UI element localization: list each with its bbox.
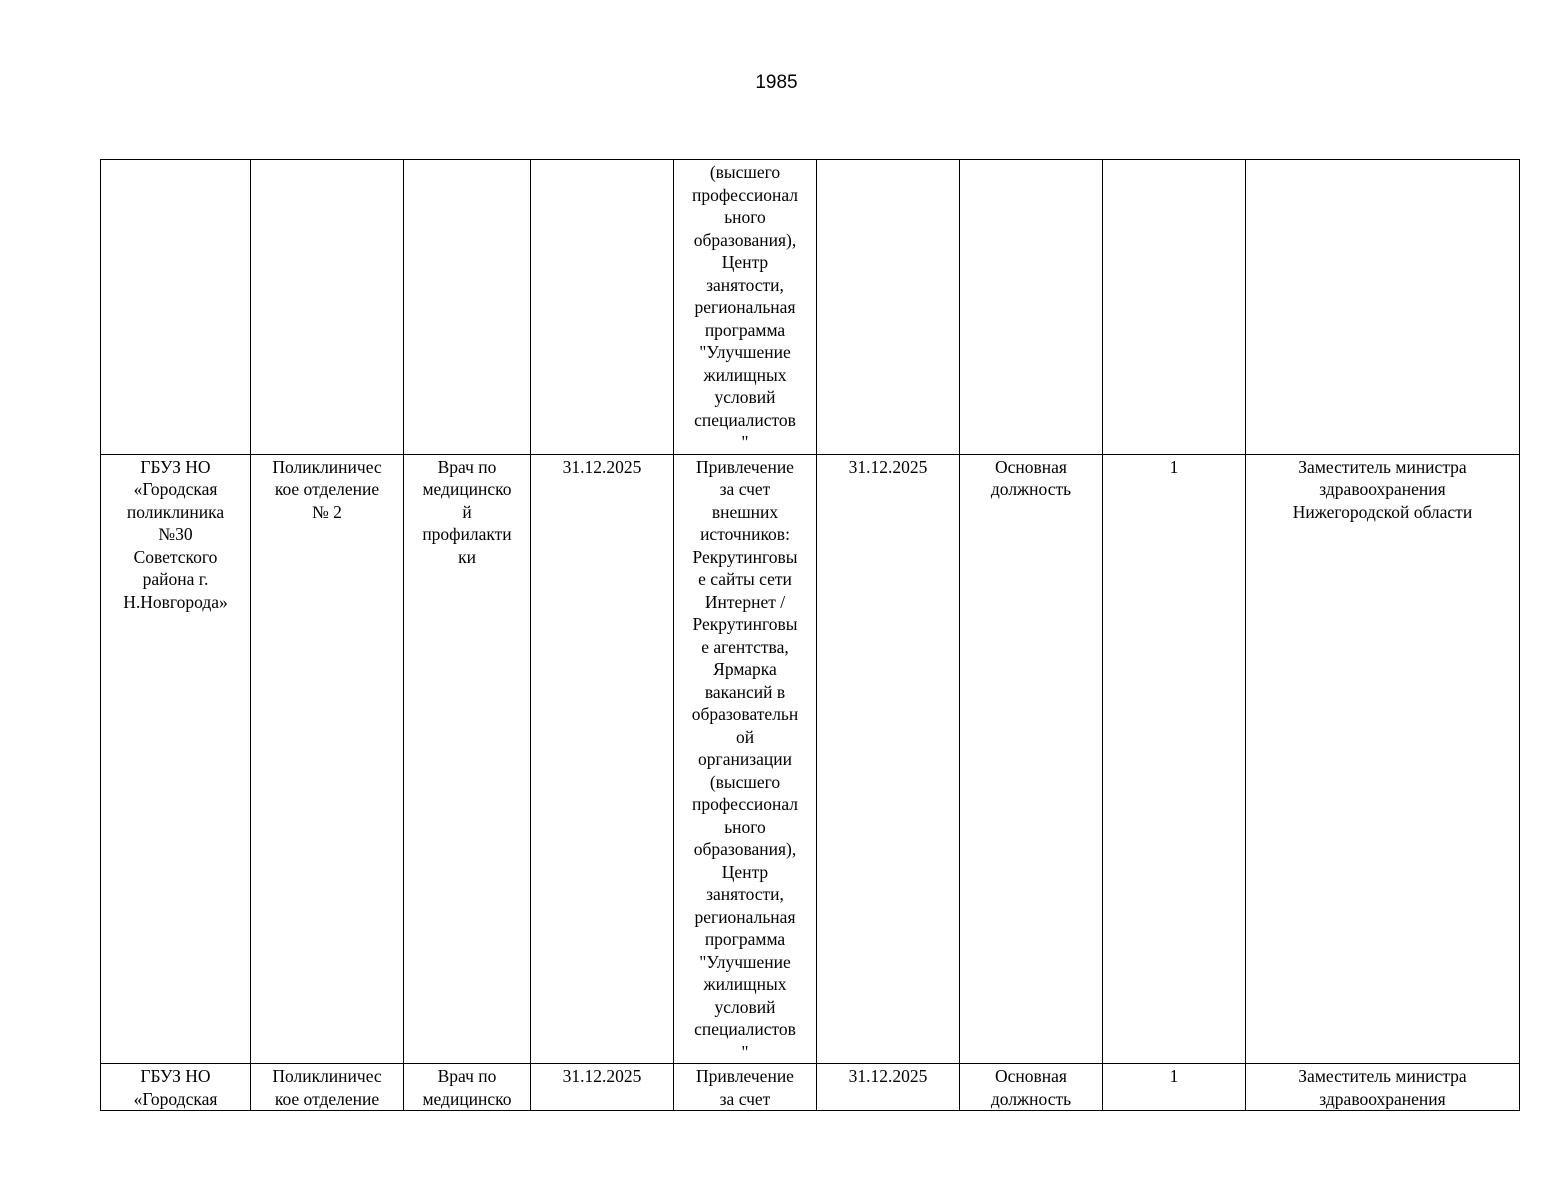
institution-cell: ГБУЗ НО «Городская поликлиника №30 Советского района г. Н.Новгорода» — [101, 454, 251, 1064]
table-cell — [404, 160, 531, 455]
position-cell: Врач по медицинско й профилакти ки — [404, 454, 531, 1064]
table-cell — [531, 160, 674, 455]
date-cell: 31.12.2025 — [531, 454, 674, 1064]
method-cell: Привлечение за счет внешних источников: Рекрутинговы е сайты сети Интернет / Рекрутинговы е агентства, Ярмарка вакансий в образовательн ой организации (высшего профессионал ьного образования), Центр занятости, региональная программа "Улучшение жилищных условий специалистов " — [674, 454, 817, 1064]
table-cell — [817, 160, 960, 455]
type-cell: Основная должность — [960, 454, 1103, 1064]
vacancy-table — [100, 159, 1520, 1111]
table-cell: (высшего профессионал ьного образования), Центр занятости, региональная программа "Улучшение жилищных условий специалистов " — [674, 160, 817, 455]
date-cell: 31.12.2025 — [817, 454, 960, 1064]
count-cell: 1 — [1103, 1064, 1246, 1111]
table-row — [101, 454, 1520, 1064]
table-row — [101, 160, 1520, 455]
date-cell: 31.12.2025 — [817, 1064, 960, 1111]
table-cell — [960, 160, 1103, 455]
position-cell: Врач по медицинско — [404, 1064, 531, 1111]
date-cell: 31.12.2025 — [531, 1064, 674, 1111]
table-cell — [101, 160, 251, 455]
table-row — [101, 1064, 1520, 1111]
responsible-cell: Заместитель министра здравоохранения — [1246, 1064, 1520, 1111]
count-cell: 1 — [1103, 454, 1246, 1064]
table-cell — [1103, 160, 1246, 455]
responsible-cell: Заместитель министра здравоохранения Нижегородской области — [1246, 454, 1520, 1064]
table-cell — [1246, 160, 1520, 455]
page-number: 1985 — [755, 72, 798, 93]
table-cell — [251, 160, 404, 455]
type-cell: Основная должность — [960, 1064, 1103, 1111]
method-cell: Привлечение за счет — [674, 1064, 817, 1111]
department-cell: Поликлиничес кое отделение — [251, 1064, 404, 1111]
institution-cell: ГБУЗ НО «Городская — [101, 1064, 251, 1111]
department-cell: Поликлиничес кое отделение № 2 — [251, 454, 404, 1064]
